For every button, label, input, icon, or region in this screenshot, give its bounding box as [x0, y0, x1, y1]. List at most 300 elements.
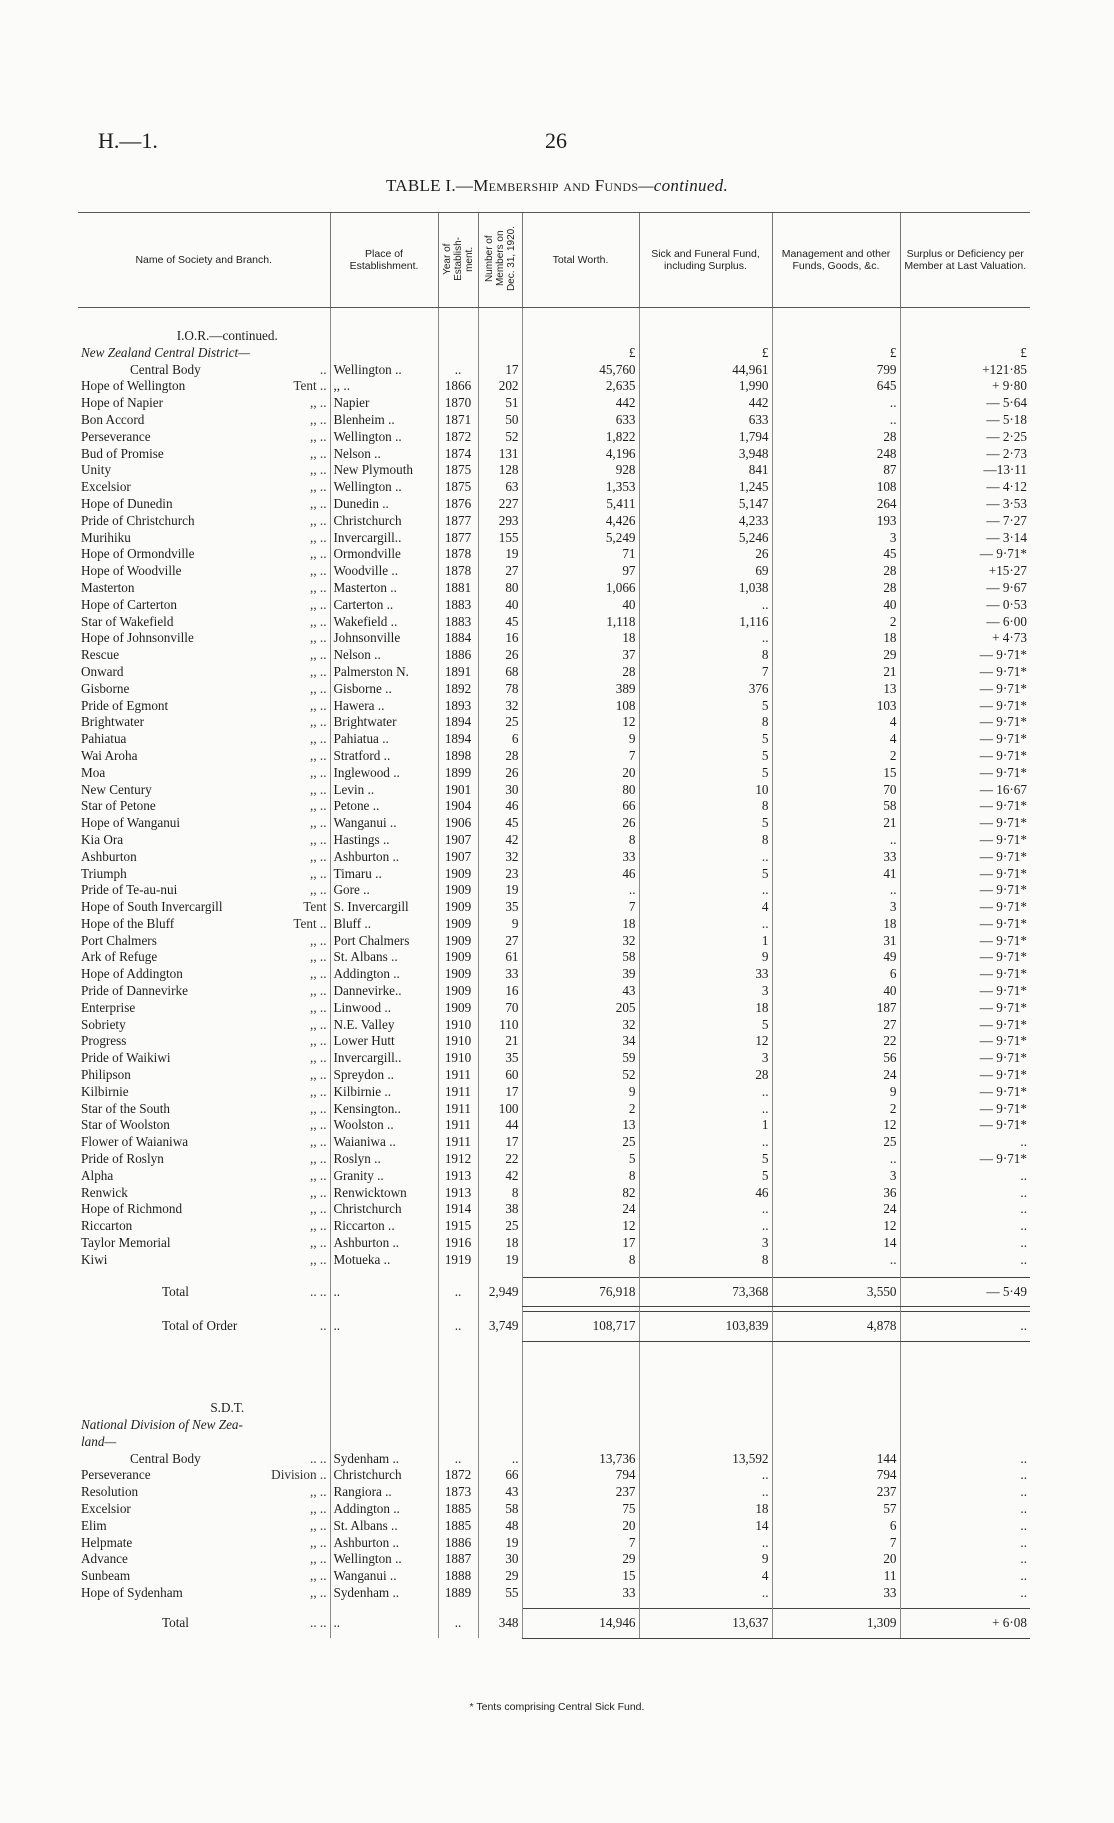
branch-type: ,, ..	[310, 546, 327, 562]
surplus-deficiency: ..	[900, 1484, 1030, 1501]
sick-funeral-fund: 376	[639, 681, 772, 698]
member-count: 80	[478, 580, 522, 597]
management-funds: 3	[772, 899, 900, 916]
currency-symbol: £	[522, 345, 639, 362]
member-count: 25	[478, 1218, 522, 1235]
place-of-establishment: Granity ..	[330, 1168, 438, 1185]
surplus-deficiency: — 9·71*	[900, 1067, 1030, 1084]
member-count: 32	[478, 849, 522, 866]
year-established: 1894	[438, 731, 478, 748]
table-row	[78, 362, 1030, 379]
branch-name-cell	[78, 698, 330, 715]
branch-type: ,, ..	[310, 479, 327, 495]
year-established: 1913	[438, 1168, 478, 1185]
surplus-deficiency: — 9·71*	[900, 1033, 1030, 1050]
total-worth: 108	[522, 698, 639, 715]
total-worth: 32	[522, 1017, 639, 1034]
branch-name: Kilbirnie	[81, 1083, 129, 1099]
total-worth: 1,822	[522, 429, 639, 446]
total-worth: 52	[522, 1067, 639, 1084]
year-established: 1884	[438, 630, 478, 647]
page-header	[0, 128, 1114, 154]
member-count: 17	[478, 362, 522, 379]
currency-symbol: £	[900, 345, 1030, 362]
table-row	[78, 513, 1030, 530]
sick-funeral-fund: ..	[639, 1084, 772, 1101]
member-count: 42	[478, 1168, 522, 1185]
place-of-establishment: Carterton ..	[330, 597, 438, 614]
total-worth: 389	[522, 681, 639, 698]
table-row	[78, 1551, 1030, 1568]
management-funds: 41	[772, 866, 900, 883]
year-established: 1871	[438, 412, 478, 429]
branch-name-cell	[78, 933, 330, 950]
management-funds: 18	[772, 916, 900, 933]
sick-funeral-fund: 1,794	[639, 429, 772, 446]
branch-type: Division ..	[271, 1467, 327, 1483]
total-worth: 75	[522, 1501, 639, 1518]
branch-type: ,, ..	[310, 1534, 327, 1550]
branch-name-cell	[78, 1017, 330, 1034]
branch-type: ,, ..	[310, 395, 327, 411]
place-of-establishment: Spreydon ..	[330, 1067, 438, 1084]
place-of-establishment: ..	[330, 1277, 438, 1307]
year-established: 1872	[438, 1467, 478, 1484]
branch-type: ,, ..	[310, 428, 327, 444]
table-row	[78, 580, 1030, 597]
branch-type: ,, ..	[310, 1134, 327, 1150]
surplus-deficiency: — 9·67	[900, 580, 1030, 597]
place-of-establishment: Timaru ..	[330, 866, 438, 883]
management-funds: 4	[772, 731, 900, 748]
total-worth: 76,918	[522, 1277, 639, 1307]
member-count: 8	[478, 1185, 522, 1202]
place-of-establishment: Renwicktown	[330, 1185, 438, 1202]
col-header-name: Name of Society and Branch.	[78, 213, 330, 308]
year-established: 1899	[438, 765, 478, 782]
total-worth: 15	[522, 1568, 639, 1585]
branch-name: New Century	[81, 781, 152, 797]
branch-name: Hope of Addington	[81, 966, 183, 982]
branch-name-cell	[78, 1608, 330, 1638]
management-funds: 70	[772, 782, 900, 799]
member-count: 17	[478, 1084, 522, 1101]
sick-funeral-fund: ..	[639, 916, 772, 933]
year-established: 1909	[438, 966, 478, 983]
branch-name-cell	[78, 446, 330, 463]
branch-name-cell	[78, 1451, 330, 1468]
branch-name-cell	[78, 462, 330, 479]
year-established: 1885	[438, 1501, 478, 1518]
table-title-main: TABLE I.—	[385, 176, 474, 195]
sick-funeral-fund: 5	[639, 1017, 772, 1034]
management-funds: 193	[772, 513, 900, 530]
branch-name-cell	[78, 1535, 330, 1552]
management-funds: 3	[772, 530, 900, 547]
member-count: 50	[478, 412, 522, 429]
table-row	[78, 563, 1030, 580]
branch-type: ,, ..	[310, 613, 327, 629]
sick-funeral-fund: ..	[639, 1467, 772, 1484]
year-established: 1909	[438, 1000, 478, 1017]
sick-funeral-fund: 442	[639, 395, 772, 412]
branch-name-cell	[78, 412, 330, 429]
surplus-deficiency: — 9·71*	[900, 916, 1030, 933]
branch-name-cell	[78, 1312, 330, 1342]
place-of-establishment: Brightwater	[330, 714, 438, 731]
district-heading-row	[78, 345, 1030, 362]
total-worth: 59	[522, 1050, 639, 1067]
branch-name: Ashburton	[81, 848, 137, 864]
total-worth: 237	[522, 1484, 639, 1501]
member-count: 46	[478, 798, 522, 815]
year-established: 1876	[438, 496, 478, 513]
sick-funeral-fund: 1,245	[639, 479, 772, 496]
member-count: 29	[478, 1568, 522, 1585]
management-funds: 18	[772, 630, 900, 647]
branch-type: ,, ..	[310, 1235, 327, 1251]
management-funds: 645	[772, 378, 900, 395]
place-of-establishment: Ormondville	[330, 546, 438, 563]
total-worth: 24	[522, 1201, 639, 1218]
page-number: 26	[545, 128, 567, 153]
branch-type: ,, ..	[310, 529, 327, 545]
branch-name-cell	[78, 765, 330, 782]
branch-name-cell	[78, 1033, 330, 1050]
year-established: 1889	[438, 1585, 478, 1602]
table-row	[78, 1000, 1030, 1017]
col-header-surplus: Surplus or Deficiency per Member at Last Valuation.	[900, 213, 1030, 308]
management-funds: 2	[772, 748, 900, 765]
member-count: 66	[478, 1467, 522, 1484]
table-row	[78, 1185, 1030, 1202]
table-row	[78, 1568, 1030, 1585]
branch-name: Hope of South Invercargill	[81, 899, 223, 915]
surplus-deficiency: ..	[900, 1501, 1030, 1518]
place-of-establishment: Woolston ..	[330, 1117, 438, 1134]
branch-name: Pride of Egmont	[81, 697, 169, 713]
management-funds: 28	[772, 580, 900, 597]
branch-name-cell	[78, 1518, 330, 1535]
management-funds: 6	[772, 966, 900, 983]
col-header-total-worth: Total Worth.	[522, 213, 639, 308]
total-worth: 58	[522, 949, 639, 966]
place-of-establishment: N.E. Valley	[330, 1017, 438, 1034]
branch-name-cell	[78, 832, 330, 849]
col-header-management: Management and other Funds, Goods, &c.	[772, 213, 900, 308]
year-established: 1914	[438, 1201, 478, 1218]
total-worth: 7	[522, 1535, 639, 1552]
branch-name: Total of Order	[162, 1318, 238, 1334]
surplus-deficiency: — 3·53	[900, 496, 1030, 513]
year-established: 1910	[438, 1017, 478, 1034]
place-of-establishment: Port Chalmers	[330, 933, 438, 950]
sick-funeral-fund: 46	[639, 1185, 772, 1202]
branch-type: ,, ..	[310, 1033, 327, 1049]
sick-funeral-fund: 14	[639, 1518, 772, 1535]
branch-type: ,, ..	[310, 647, 327, 663]
sick-funeral-fund: 841	[639, 462, 772, 479]
surplus-deficiency: ..	[900, 1235, 1030, 1252]
place-of-establishment: Christchurch	[330, 1201, 438, 1218]
place-of-establishment: Waianiwa ..	[330, 1134, 438, 1151]
total-worth: 9	[522, 1084, 639, 1101]
year-established: 1911	[438, 1101, 478, 1118]
surplus-deficiency: ..	[900, 1168, 1030, 1185]
place-of-establishment: Invercargill..	[330, 530, 438, 547]
management-funds: 12	[772, 1218, 900, 1235]
table-row	[78, 832, 1030, 849]
branch-name: Moa	[81, 764, 106, 780]
branch-name: Star of Wakefield	[81, 613, 174, 629]
surplus-deficiency: — 9·71*	[900, 983, 1030, 1000]
member-count: 27	[478, 563, 522, 580]
branch-type: ,, ..	[310, 966, 327, 982]
branch-name-cell	[78, 748, 330, 765]
branch-type: ,, ..	[310, 815, 327, 831]
member-count: 68	[478, 664, 522, 681]
sick-funeral-fund: ..	[639, 1535, 772, 1552]
surplus-deficiency: — 9·71*	[900, 1151, 1030, 1168]
surplus-deficiency: — 9·71*	[900, 866, 1030, 883]
branch-name: Onward	[81, 663, 124, 679]
branch-name: Resolution	[81, 1484, 139, 1500]
surplus-deficiency: — 9·71*	[900, 798, 1030, 815]
table-row	[78, 815, 1030, 832]
branch-name: Bud of Promise	[81, 445, 164, 461]
place-of-establishment: Ashburton ..	[330, 849, 438, 866]
table-row	[78, 1535, 1030, 1552]
branch-name: Ark of Refuge	[81, 949, 158, 965]
table-row	[78, 849, 1030, 866]
surplus-deficiency: — 9·71*	[900, 664, 1030, 681]
table-row	[78, 949, 1030, 966]
surplus-deficiency: ..	[900, 1134, 1030, 1151]
year-established: 1909	[438, 866, 478, 883]
member-count: 16	[478, 630, 522, 647]
footnote: * Tents comprising Central Sick Fund.	[469, 1701, 645, 1713]
member-count: 28	[478, 748, 522, 765]
sick-funeral-fund: 9	[639, 949, 772, 966]
col-header-sick-fund: Sick and Funeral Fund, including Surplus.	[639, 213, 772, 308]
table-row	[78, 462, 1030, 479]
management-funds: ..	[772, 1151, 900, 1168]
surplus-deficiency: — 9·71*	[900, 714, 1030, 731]
sick-funeral-fund: 4	[639, 1568, 772, 1585]
branch-type: ,, ..	[310, 1584, 327, 1600]
sick-funeral-fund: 3	[639, 983, 772, 1000]
branch-type: ,, ..	[310, 1517, 327, 1533]
year-established: 1872	[438, 429, 478, 446]
sick-funeral-fund: 1,116	[639, 614, 772, 631]
place-of-establishment: S. Invercargill	[330, 899, 438, 916]
surplus-deficiency: — 9·71*	[900, 647, 1030, 664]
sick-funeral-fund: 5	[639, 815, 772, 832]
year-established: 1873	[438, 1484, 478, 1501]
total-worth: 4,196	[522, 446, 639, 463]
member-count: 55	[478, 1585, 522, 1602]
sick-funeral-fund: ..	[639, 1134, 772, 1151]
table-row	[78, 899, 1030, 916]
total-worth: 794	[522, 1467, 639, 1484]
branch-name: Pride of Waikiwi	[81, 1050, 171, 1066]
management-funds: ..	[772, 395, 900, 412]
branch-name-cell	[78, 1067, 330, 1084]
place-of-establishment: Addington ..	[330, 966, 438, 983]
place-of-establishment: Ashburton ..	[330, 1535, 438, 1552]
table-row	[78, 1501, 1030, 1518]
total-worth: 13	[522, 1117, 639, 1134]
branch-name-cell	[78, 614, 330, 631]
year-established: 1893	[438, 698, 478, 715]
branch-name-cell	[78, 1585, 330, 1602]
table-row	[78, 429, 1030, 446]
branch-name: Elim	[81, 1517, 107, 1533]
management-funds: 187	[772, 1000, 900, 1017]
table-row	[78, 1467, 1030, 1484]
total-worth: 14,946	[522, 1608, 639, 1638]
table-title	[0, 176, 1114, 196]
management-funds: 9	[772, 1084, 900, 1101]
total-worth: 33	[522, 1585, 639, 1602]
member-count: 30	[478, 782, 522, 799]
branch-type: ,, ..	[310, 630, 327, 646]
table-row	[78, 630, 1030, 647]
branch-name: Hope of Dunedin	[81, 495, 173, 511]
management-funds: 237	[772, 1484, 900, 1501]
branch-name: Central Body	[130, 1450, 201, 1466]
branch-name-cell	[78, 1185, 330, 1202]
member-count: 35	[478, 899, 522, 916]
place-of-establishment: St. Albans ..	[330, 949, 438, 966]
branch-type: ,, ..	[310, 579, 327, 595]
col-header-place: Place of Establishment.	[330, 213, 438, 308]
management-funds: 2	[772, 614, 900, 631]
branch-type: ,, ..	[310, 882, 327, 898]
management-funds: 2	[772, 1101, 900, 1118]
management-funds: 28	[772, 563, 900, 580]
branch-type: ,, ..	[310, 983, 327, 999]
member-count: 58	[478, 1501, 522, 1518]
member-count: 19	[478, 1252, 522, 1269]
year-established: 1894	[438, 714, 478, 731]
member-count: 38	[478, 1201, 522, 1218]
sick-funeral-fund: 9	[639, 1551, 772, 1568]
member-count: 22	[478, 1151, 522, 1168]
year-established: 1910	[438, 1033, 478, 1050]
branch-type: ,, ..	[310, 1117, 327, 1133]
branch-name-cell	[78, 1050, 330, 1067]
sick-funeral-fund: 13,637	[639, 1608, 772, 1638]
member-count: ..	[478, 1451, 522, 1468]
total-worth: 108,717	[522, 1312, 639, 1342]
year-established: 1906	[438, 815, 478, 832]
total-worth: 39	[522, 966, 639, 983]
branch-name: Perseverance	[81, 428, 151, 444]
branch-type: ..	[319, 361, 327, 377]
place-of-establishment: Nelson ..	[330, 446, 438, 463]
place-of-establishment: Wanganui ..	[330, 1568, 438, 1585]
surplus-deficiency: — 9·71*	[900, 1084, 1030, 1101]
place-of-establishment: Christchurch	[330, 1467, 438, 1484]
sick-funeral-fund: 28	[639, 1067, 772, 1084]
sick-funeral-fund: 1,038	[639, 580, 772, 597]
member-count: 21	[478, 1033, 522, 1050]
member-count: 70	[478, 1000, 522, 1017]
currency-symbol: £	[772, 345, 900, 362]
branch-type: ,, ..	[310, 512, 327, 528]
total-worth: 71	[522, 546, 639, 563]
branch-name-cell	[78, 1168, 330, 1185]
table-row	[78, 1218, 1030, 1235]
branch-name-cell	[78, 395, 330, 412]
management-funds: 3	[772, 1168, 900, 1185]
branch-name-cell	[78, 731, 330, 748]
total-worth: 2,635	[522, 378, 639, 395]
branch-name-cell	[78, 815, 330, 832]
branch-name-cell	[78, 1000, 330, 1017]
place-of-establishment: Hastings ..	[330, 832, 438, 849]
place-of-establishment: Linwood ..	[330, 1000, 438, 1017]
branch-name: Gisborne	[81, 680, 130, 696]
branch-type: Tent ..	[293, 915, 327, 931]
branch-name: Unity	[81, 462, 112, 478]
management-funds: 144	[772, 1451, 900, 1468]
branch-type: ,, ..	[310, 1501, 327, 1516]
management-funds: 45	[772, 546, 900, 563]
year-established: 1886	[438, 1535, 478, 1552]
table-row	[78, 1201, 1030, 1218]
sick-funeral-fund: ..	[639, 1101, 772, 1118]
sick-funeral-fund: 69	[639, 563, 772, 580]
total-worth: 1,066	[522, 580, 639, 597]
management-funds: 57	[772, 1501, 900, 1518]
member-count: 227	[478, 496, 522, 513]
member-count: 51	[478, 395, 522, 412]
place-of-establishment: Ashburton ..	[330, 1235, 438, 1252]
table-row	[78, 378, 1030, 395]
year-established: 1898	[438, 748, 478, 765]
branch-name-cell	[78, 1467, 330, 1484]
table-row	[78, 1518, 1030, 1535]
management-funds: 87	[772, 462, 900, 479]
surplus-deficiency: — 2·73	[900, 446, 1030, 463]
surplus-deficiency: ..	[900, 1451, 1030, 1468]
branch-type: ,, ..	[310, 445, 327, 461]
member-count: 9	[478, 916, 522, 933]
branch-name-cell	[78, 1568, 330, 1585]
section-heading-row-text: S.D.T.	[210, 1400, 245, 1416]
member-count: 27	[478, 933, 522, 950]
member-count: 202	[478, 378, 522, 395]
branch-name-cell	[78, 563, 330, 580]
management-funds: 56	[772, 1050, 900, 1067]
management-funds: 14	[772, 1235, 900, 1252]
surplus-deficiency: — 3·14	[900, 530, 1030, 547]
district-heading-row-text: land—	[81, 1433, 117, 1449]
surplus-deficiency: ..	[900, 1252, 1030, 1269]
total-worth: 43	[522, 983, 639, 1000]
branch-name: Hope of Napier	[81, 395, 164, 411]
sick-funeral-fund: 7	[639, 664, 772, 681]
management-funds: 33	[772, 849, 900, 866]
table-row	[78, 1585, 1030, 1602]
branch-name: Masterton	[81, 579, 135, 595]
table-row	[78, 1252, 1030, 1269]
branch-name-cell	[78, 966, 330, 983]
total-worth: 4,426	[522, 513, 639, 530]
sick-funeral-fund: ..	[639, 849, 772, 866]
